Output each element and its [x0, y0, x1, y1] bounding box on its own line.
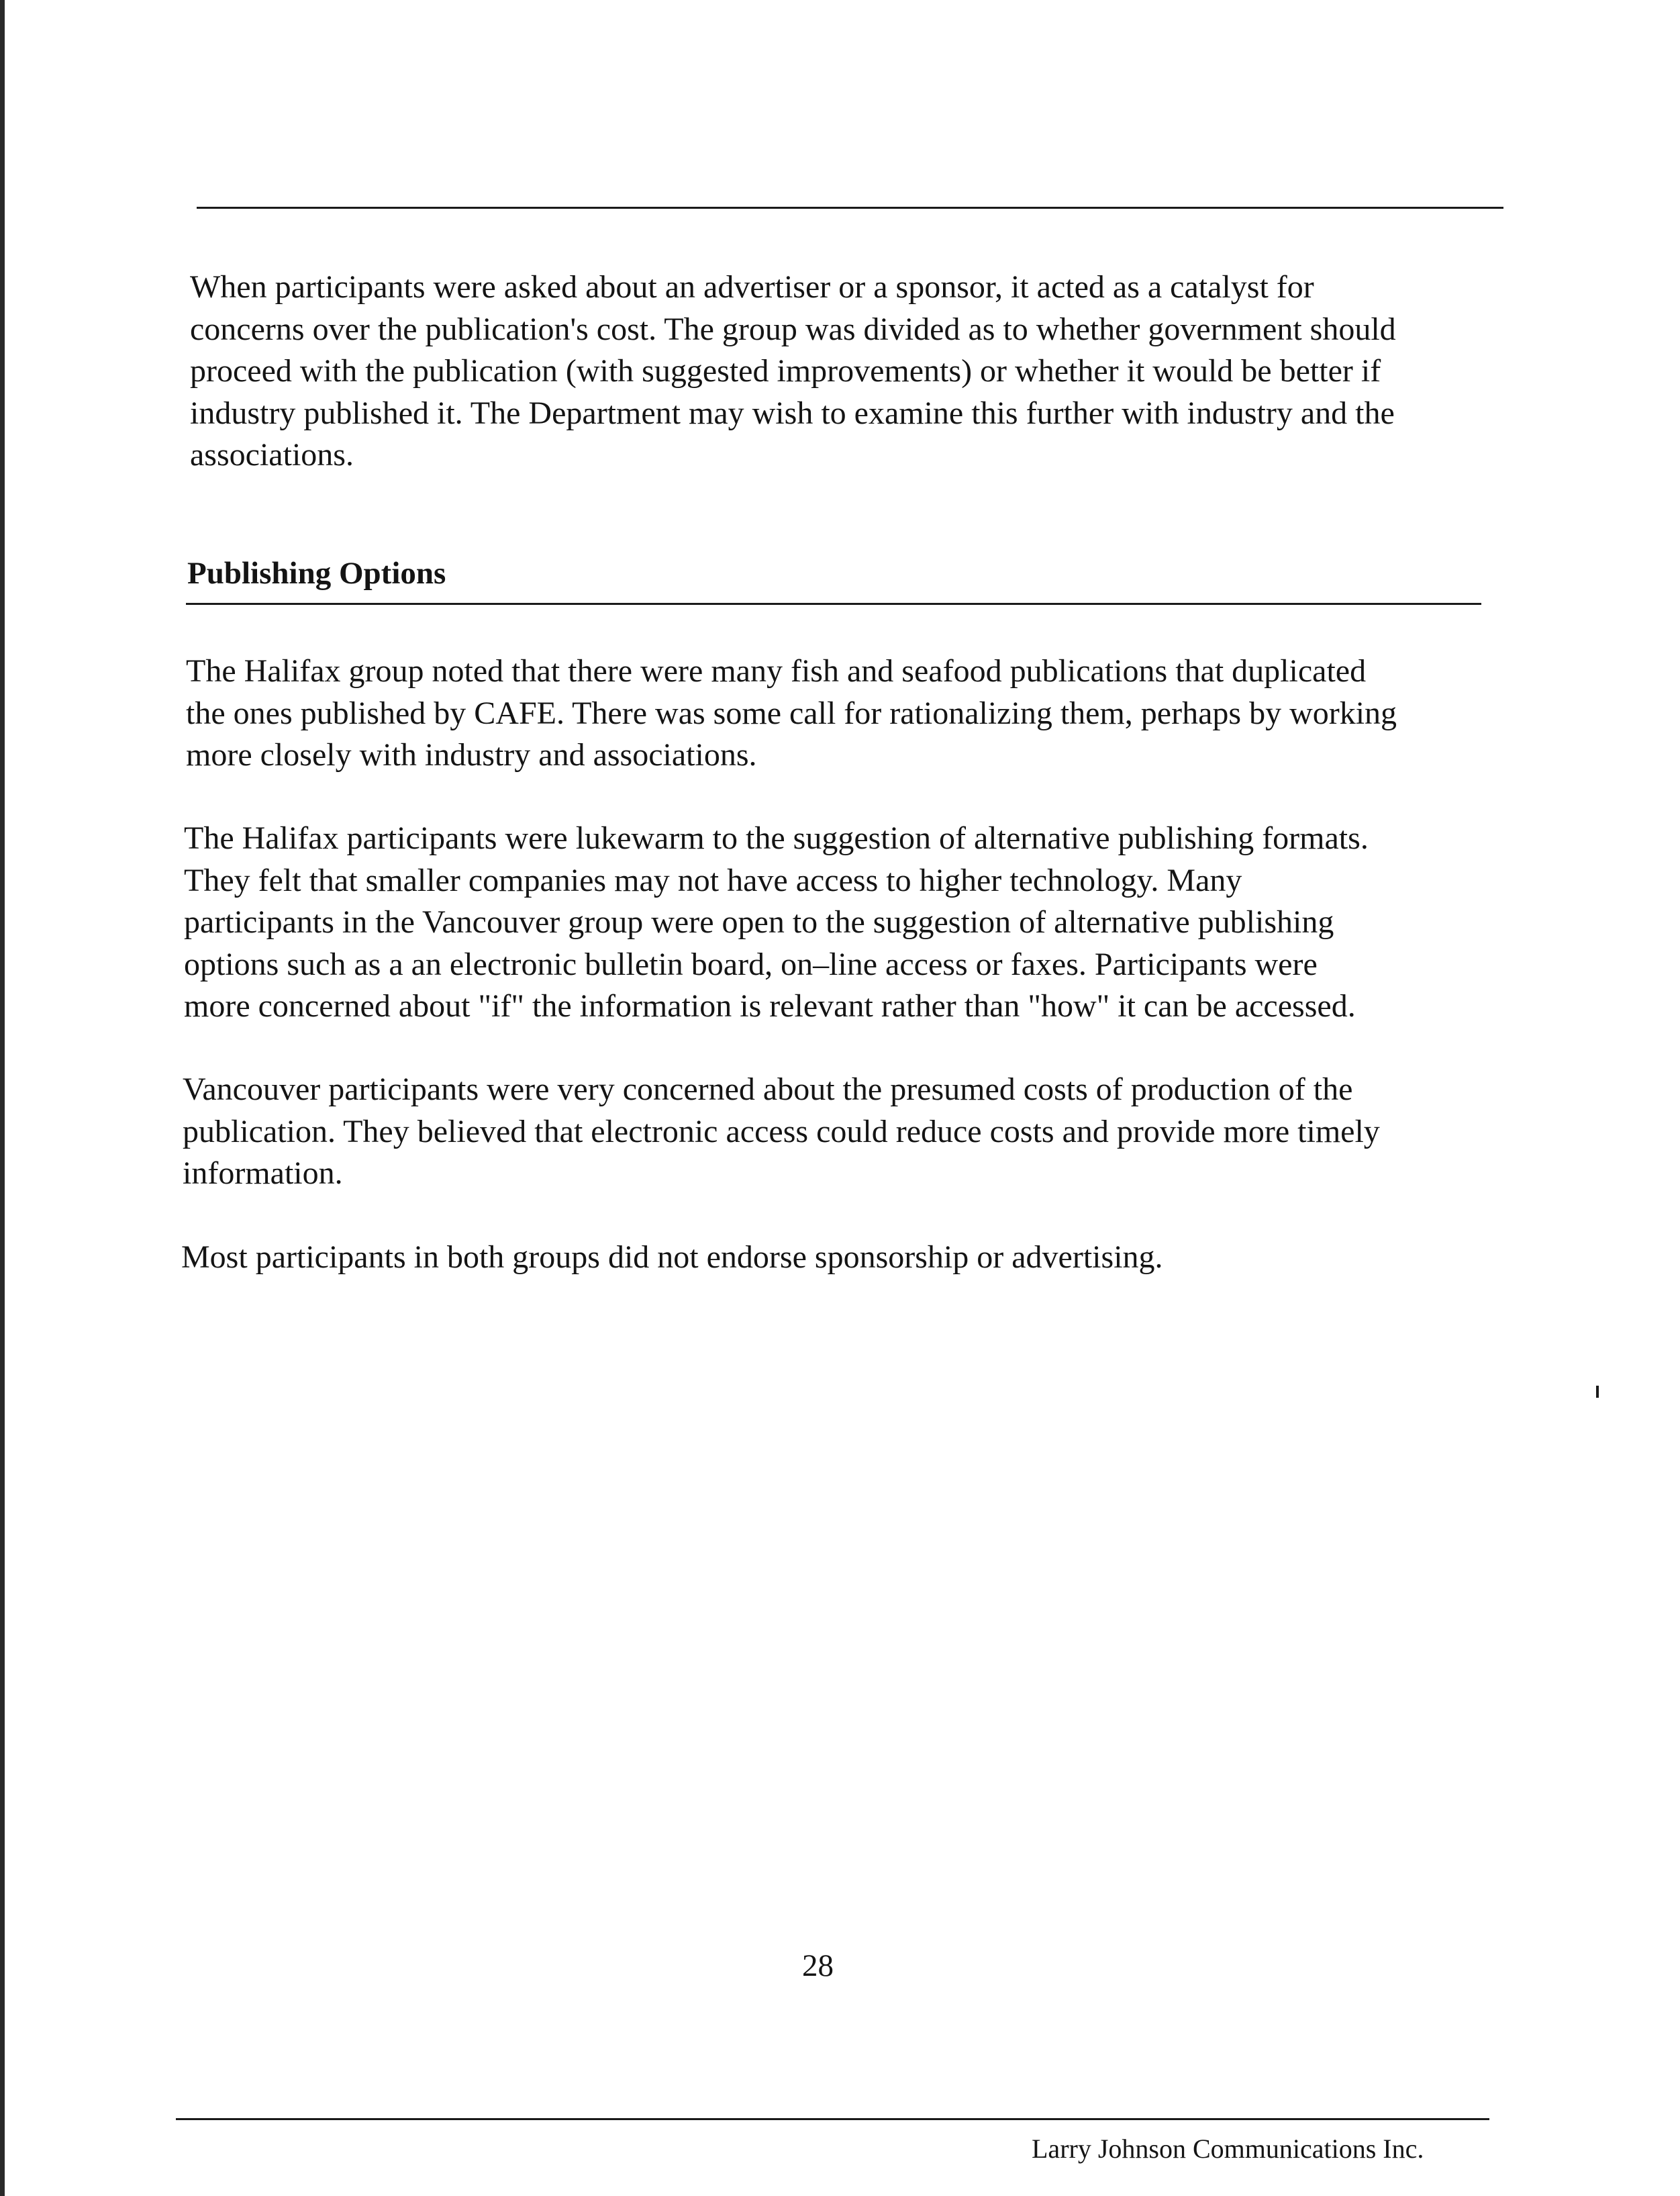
- paragraph-vancouver-costs: Vancouver participants were very concerned about the presumed costs of production of the publication. They believed that electronic access could reduce costs and provide more timely information.: [183, 1071, 1380, 1191]
- scan-speck: [1596, 1386, 1599, 1398]
- paragraph-sponsorship: Most participants in both groups did not endorse sponsorship or advertising.: [181, 1239, 1163, 1275]
- paragraph-halifax-publications: The Halifax group noted that there were many fish and seafood publications that duplicated the ones published by CAFE. There was some call for rationalizing them, perhaps by working more closely with industry and associations.: [186, 653, 1397, 773]
- footer-rule: [176, 2118, 1489, 2120]
- page-number: 28: [802, 1948, 834, 1983]
- page-binding-edge: [0, 0, 5, 2196]
- header-rule: [197, 207, 1503, 209]
- heading-underline-rule: [186, 603, 1481, 605]
- paragraph-alternative-formats: The Halifax participants were lukewarm to the suggestion of alternative publishing formats. They felt that smaller companies may not have access to higher technology. Many participants in the Vancouver group were open to the suggestion of alternative publishing options such as a an electronic bulletin board, on–line access or faxes. Participants were more concerned about "if" the information is relevant rather than "how" it can be accessed.: [184, 820, 1369, 1024]
- paragraph-advertiser-sponsor: When participants were asked about an advertiser or a sponsor, it acted as a catalyst for concerns over the publication's cost. The group was divided as to whether government should proceed with the publication (with suggested improvements) or whether it would be better if industry published it. The Department may wish to examine this further with industry and the associations.: [190, 269, 1396, 473]
- section-heading: Publishing Options: [187, 556, 446, 591]
- footer-company-name: Larry Johnson Communications Inc.: [1032, 2134, 1424, 2164]
